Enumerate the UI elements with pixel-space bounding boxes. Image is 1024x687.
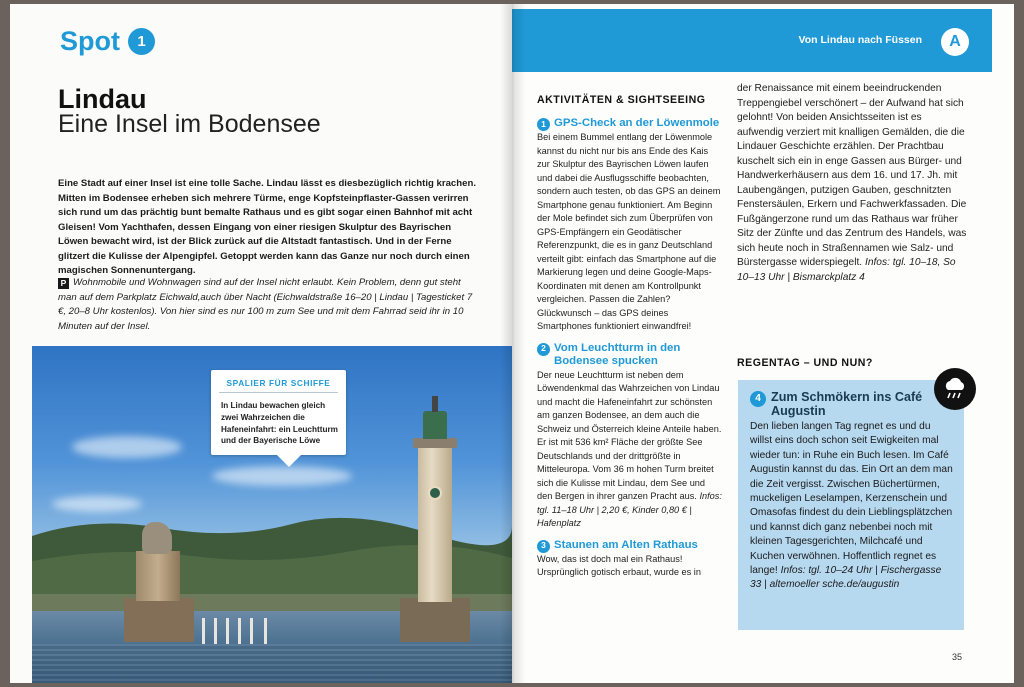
item-1-heading: GPS-Check an der Löwenmole <box>554 117 720 129</box>
item-2-heading: Vom Leuchtturm in den Bodensee spucken <box>554 341 681 367</box>
rain-text <box>750 420 955 593</box>
spot-label: Spot <box>60 26 120 56</box>
rain-cloud-icon <box>934 368 976 410</box>
spot-heading <box>60 26 155 57</box>
item-1-title <box>537 117 722 131</box>
item-3-heading: Staunen am Alten Rathaus <box>554 538 698 551</box>
spot-number-badge: 1 <box>128 28 155 55</box>
page-title: Lindau <box>58 84 147 114</box>
left-page <box>10 4 512 683</box>
chapter-badge: A <box>941 28 969 56</box>
item-2-number: 2 <box>537 343 550 356</box>
callout-heading: SPALIER FÜR SCHIFFE <box>226 378 331 388</box>
section-activities: AKTIVITÄTEN & SIGHTSEEING <box>537 94 706 106</box>
item-3-number: 3 <box>537 540 550 553</box>
chapter-title: Von Lindau nach Füssen <box>798 34 922 46</box>
item-4-number: 4 <box>750 391 766 407</box>
item-2-text <box>537 369 722 531</box>
rathaus-info: Infos: tgl. 10–18, So 10–13 Uhr | Bismarckplatz 4 <box>737 257 956 283</box>
right-page <box>512 4 1014 683</box>
second-column <box>737 82 967 285</box>
item-4-heading: Zum Schmökern ins Café Augustin <box>771 390 923 418</box>
item-3-text: Wow, das ist doch mal ein Rathaus! Ursprünglich gotisch erbaut, wurde es in <box>537 553 701 577</box>
section-rainy-day: REGENTAG – UND NUN? <box>737 357 873 369</box>
parking-text: Wohnmobile und Wohnwagen sind auf der Insel nicht erlaubt. Kein Problem, denn gut steht man auf dem Parkplatz Eichwald,auch über Nacht (Eichwaldstraße 16–20 | Lindau | Tagesticket 7 €, 20–8 Uhr kostenlos). Von hier sind es nur 100 m zum See und mit dem Fahrrad seid ihr in 10 Minuten auf der Insel. <box>58 277 473 332</box>
rathaus-body: der Renaissance mit einem beeindruckenden Treppengiebel verschönert – der Aufwand hat sich gelohnt! Von beiden Ansichtsseiten ist es aufwendig verziert mit knalligen Gemälden, die die Lindauer Geschichte erzählen. Der Prachtbau kuschelt sich ein in enge Gassen aus Bürger- und Handwerkerhäusern aus dem 16. und 17. Jh. mit Laubengängen, putzigen Gauben, geschnitzten Fenstersäulen, Erkern und Fachwerkfassaden. Die Fußgängerzone rund um das Rathaus war früher Sitz der Zünfte und das Zentrum des Handels, was sich heute noch in Straßennamen wie Salz- und Bürstergasse widerspiegelt. <box>737 83 967 268</box>
activities-column <box>537 117 722 580</box>
parking-note <box>58 276 482 334</box>
lighthouse <box>418 442 452 602</box>
rain-info: Infos: tgl. 10–24 Uhr | Fischergasse 33 | altemoeller sche.de/augustin <box>750 565 942 591</box>
item-2-body: Der neue Leuchtturm ist neben dem Löwendenkmal das Wahrzeichen von Lindau und macht die Hafeneinfahrt zur schönsten am ganzen Bodensee, an dem auch die Schweiz und Österreich kleine Anteile haben. Er ist mit 536 km² Fläche der größte See Deutschlands und der drittgrößte in Mitteleuropa. Vom 36 m hohen Turm breitet sich die Kulisse mit Lindau, dem See und den Bergen in ihrer ganzen Pracht aus. <box>537 369 722 501</box>
item-1-text: Bei einem Bummel entlang der Löwenmole kannst du nicht nur bis ans Ende des Kais zur Skulptur des Bayrischen Löwen laufen und dabei die Ausflugsschiffe beobachten, sondern auch testen, ob das GPS an deinem Smartphone genau funktioniert. Am Beginn der Mole befindet sich zum Überprüfen von GPS-Empfängern ein Geodätischer Referenzpunkt, die es in ganz Deutschland verteilt gibt: einfach das Smartphone auf die Markierung legen und deine Google-Maps-Koordinaten mit denen am Kontrollpunkt vergleichen. Passen die Zahlen? Glückwunsch – das GPS deines Smartphones funktioniert einwandfrei! <box>537 132 721 331</box>
callout-text: In Lindau bewachen gleich zwei Wahrzeichen die Hafeneinfahrt: ein Leuchtturm und der Bayerische Löwe <box>221 401 338 446</box>
lion-statue <box>142 522 172 554</box>
photo-callout <box>211 370 346 455</box>
rain-body: Den lieben langen Tag regnet es und du willst eins doch schon seit Ewigkeiten mal wieder tun: in Ruhe ein Buch lesen. Im Café Augustin kannst du das. Ein Ort an dem man die Zeit vergisst. Zwischen Büchertürmen, muckeligen Leselampen, Kerzenschein und Omasofas findest du dein Lieblingsplätzchen und kannst dich ganz nebenbei noch mit kleinen Tagesgerichten, Milchcafé und Kuchen verwöhnen. Hoffentlich regnet es lange! <box>750 421 953 577</box>
rainy-day-box <box>738 380 964 630</box>
item-3-title <box>537 539 722 553</box>
page-subtitle: Eine Insel im Bodensee <box>58 110 321 138</box>
item-2-title <box>537 342 722 369</box>
intro-paragraph: Eine Stadt auf einer Insel ist eine tolle Sache. Lindau lässt es diesbezüglich richtig krachen. Mitten im Bodensee erheben sich mehrere Türme, enge Kopfsteinpflaster-Gassen verirren sich rund um das prächtig bunt bemalte Rathaus und es gibt sogar einen Bahnhof mit acht Gleisen! Vom Yachthafen, dessen Eingang von einer riesigen Skulptur des Bayrischen Löwen bewacht wird, ist der Blick zurück auf die Altstadt fantastisch. Und in der Ferne glitzert die Kulisse der Alpengipfel. Getoppt werden kann das Ganze nur noch durch einen magischen Sonnenuntergang. <box>58 178 476 276</box>
item-2-info: Infos: tgl. 11–18 Uhr | 2,20 €, Kinder 0,80 € | Hafenplatz <box>537 491 722 528</box>
page-number: 35 <box>952 652 963 662</box>
rathaus-text <box>737 82 967 285</box>
chapter-header <box>512 9 992 72</box>
rain-title <box>750 390 940 418</box>
parking-icon: P <box>58 278 69 289</box>
item-1-number: 1 <box>537 118 550 131</box>
